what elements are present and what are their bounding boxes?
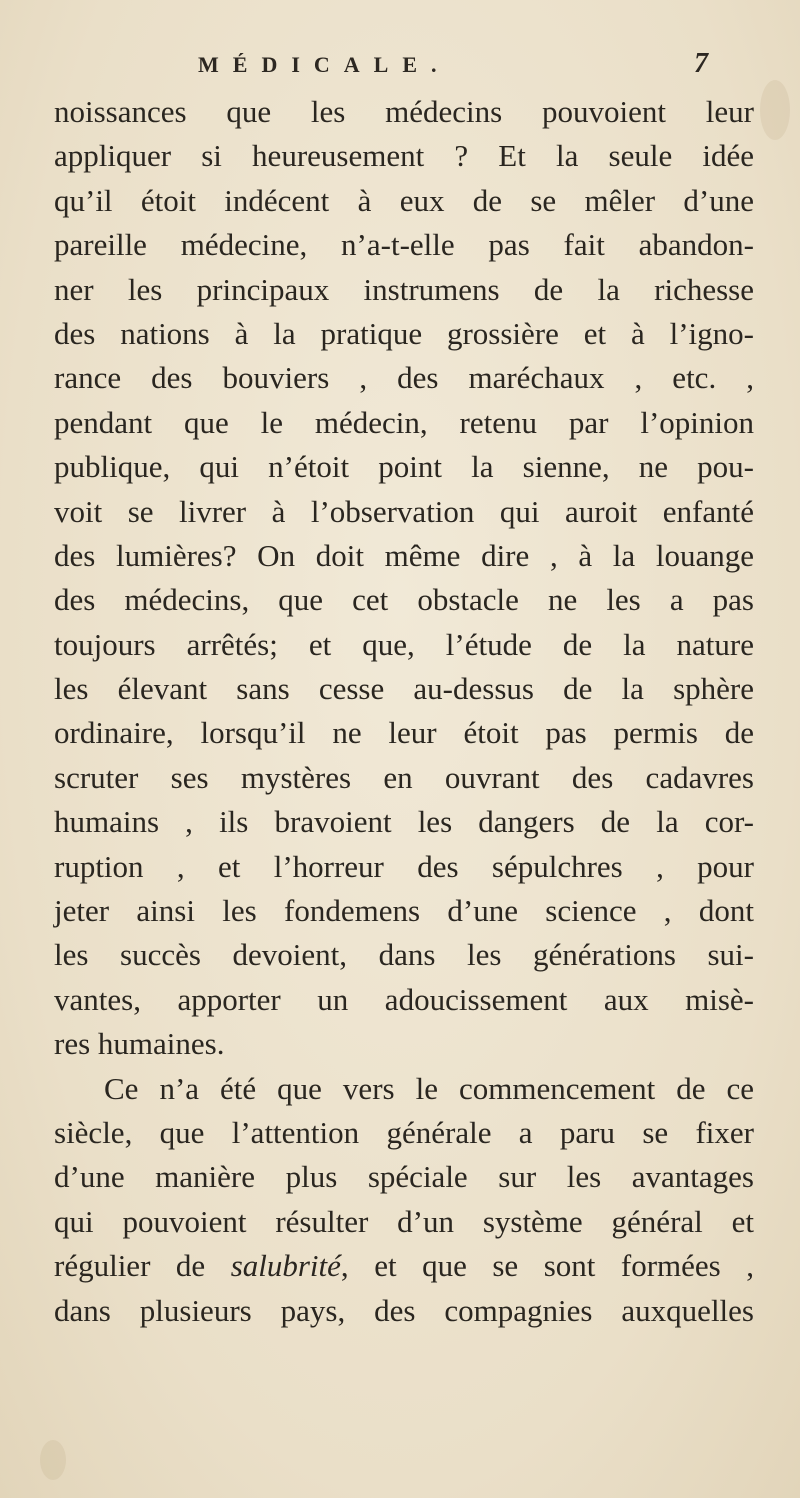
- text-line: rance des bouviers , des maréchaux , etc. ,: [54, 360, 754, 396]
- text-line: pareille médecine, n’a-t-elle pas fait abandon-: [54, 227, 754, 263]
- text-line: des lumières? On doit même dire , à la louange: [54, 537, 754, 573]
- text-line: des nations à la pratique grossière et à l’igno-: [54, 315, 754, 351]
- paragraph-start-line: Ce n’a été que vers le commencement de ce: [104, 1070, 754, 1106]
- text-line: pendant que le médecin, retenu par l’opinion: [54, 404, 754, 440]
- text-line: publique, qui n’étoit point la sienne, ne pou-: [54, 449, 754, 485]
- text-line: ruption , et l’horreur des sépulchres , pour: [54, 848, 754, 884]
- text-line-with-italic: [54, 1244, 754, 1288]
- text-line: qu’il étoit indécent à eux de se mêler d’une: [54, 182, 754, 218]
- text-line: humains , ils bravoient les dangers de la cor-: [54, 804, 754, 840]
- text-line: les succès devoient, dans les générations sui-: [54, 937, 754, 973]
- text-line: scruter ses mystères en ouvrant des cadavres: [54, 759, 754, 795]
- text-line: jeter ainsi les fondemens d’une science , dont: [54, 893, 754, 929]
- paragraph-end-line: res humaines.: [54, 1026, 225, 1062]
- paper-stain: [40, 1440, 66, 1480]
- body-text: [54, 90, 754, 1333]
- page-number: 7: [694, 48, 708, 79]
- text-line: les élevant sans cesse au-dessus de la sphère: [54, 671, 754, 707]
- page-header: [0, 48, 800, 92]
- text-line: ner les principaux instrumens de la richesse: [54, 271, 754, 307]
- text-line: ordinaire, lorsqu’il ne leur étoit pas permis de: [54, 715, 754, 751]
- text-line: qui pouvoient résulter d’un système général et: [54, 1203, 754, 1239]
- running-head: MÉDICALE.: [198, 52, 451, 77]
- italic-term: salubrité: [230, 1248, 341, 1284]
- text-line: noissances que les médecins pouvoient leur: [54, 94, 754, 129]
- text-line: voit se livrer à l’observation qui auroit enfanté: [54, 493, 754, 529]
- text-line: d’une manière plus spéciale sur les avantages: [54, 1159, 754, 1195]
- text-segment: régulier de: [54, 1248, 231, 1284]
- text-line: des médecins, que cet obstacle ne les a pas: [54, 582, 754, 618]
- text-segment: , et que se sont formées ,: [340, 1248, 754, 1284]
- text-line: toujours arrêtés; et que, l’étude de la nature: [54, 626, 754, 662]
- text-line: vantes, apporter un adoucissement aux misè-: [54, 981, 754, 1017]
- text-line: dans plusieurs pays, des compagnies auxquelles: [54, 1292, 754, 1328]
- text-line: siècle, que l’attention générale a paru se fixer: [54, 1114, 754, 1150]
- text-line: appliquer si heureusement ? Et la seule idée: [54, 138, 754, 174]
